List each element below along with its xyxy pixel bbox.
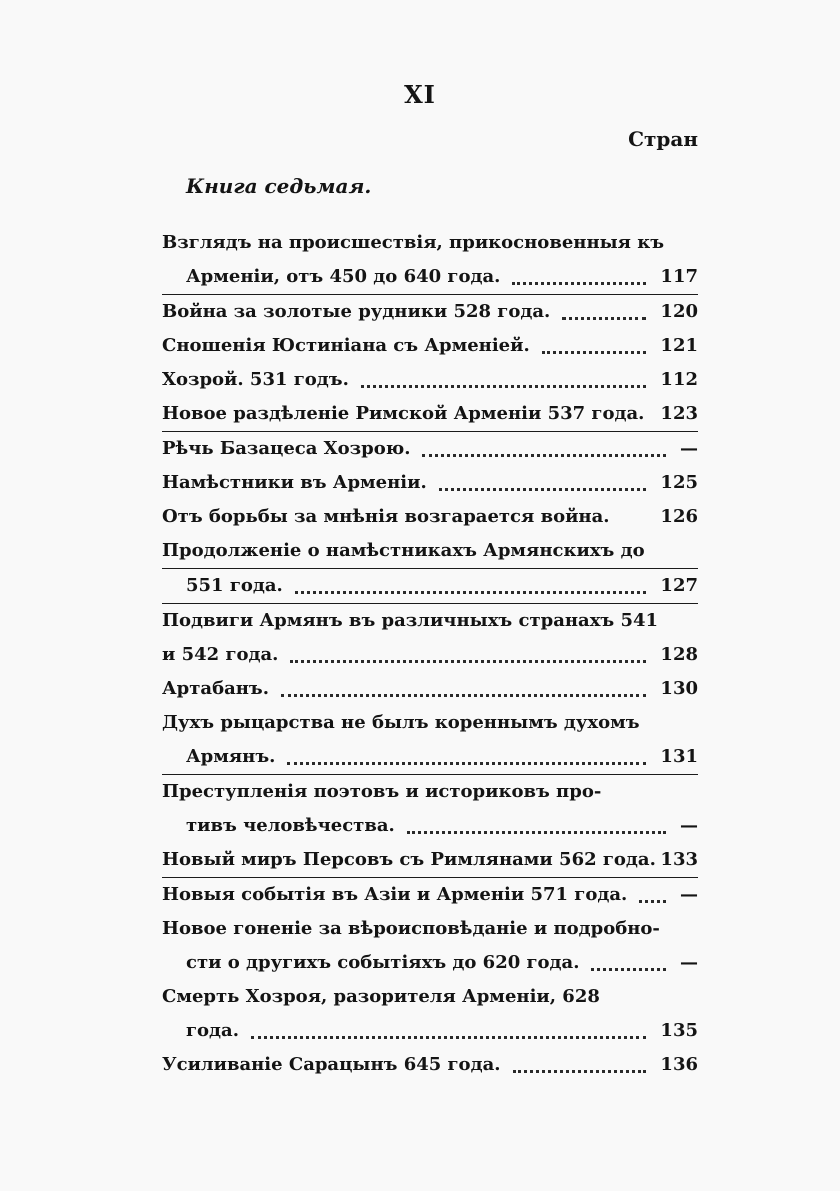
toc-page-number: 127 (660, 575, 698, 596)
toc-line (162, 363, 698, 397)
toc-line-text: тивъ человѣчества. (186, 815, 395, 836)
toc-line (162, 534, 698, 569)
toc-line (162, 295, 698, 329)
toc-line (162, 500, 698, 534)
book-title: Книга седьмая. (186, 174, 372, 198)
toc-page-number: 126 (660, 506, 698, 527)
toc-line (162, 466, 698, 500)
toc-page-number: 120 (660, 301, 698, 322)
toc-page-number: 125 (660, 472, 698, 493)
dot-leader (439, 488, 646, 491)
toc-line-text: 551 года. (186, 575, 283, 596)
dot-leader (295, 591, 646, 594)
toc-page-number: 117 (660, 266, 698, 287)
toc-line (162, 878, 698, 912)
toc-page-number: 130 (660, 678, 698, 699)
toc-line-text: Духъ рыцарства не былъ кореннымъ духомъ (162, 712, 640, 733)
toc-line-text: Усиливаніе Сарацынъ 645 года. (162, 1054, 501, 1075)
toc-line-text: Отъ борьбы за мнѣнія возгарается война. (162, 506, 610, 527)
toc-page-number: 136 (660, 1054, 698, 1075)
toc-line-text: Хозрой. 531 годъ. (162, 369, 349, 390)
dot-leader (287, 762, 646, 765)
toc-line-text: Армянъ. (186, 746, 276, 767)
toc-line (162, 329, 698, 363)
toc-line-text: Сношенія Юстиніана съ Арменіей. (162, 335, 530, 356)
toc-page-number: — (680, 952, 698, 973)
toc-line-text: Преступленія поэтовъ и историковъ про- (162, 781, 602, 802)
toc-page-number: — (680, 884, 698, 905)
toc-line-text: Арменіи, отъ 450 до 640 года. (186, 266, 501, 287)
toc-line-text: Подвиги Армянъ въ различныхъ странахъ 541 (162, 610, 659, 631)
dot-leader (281, 694, 646, 697)
toc-line-text: Взглядъ на происшествія, прикосновенныя къ (162, 232, 665, 253)
toc-line-text: Война за золотые рудники 528 года. (162, 301, 551, 322)
toc-line (162, 946, 698, 980)
toc-page-number: 112 (660, 369, 698, 390)
dot-leader (512, 282, 646, 285)
toc-line (162, 809, 698, 843)
table-of-contents (162, 226, 698, 1082)
toc-line-text: Новыя событія въ Азіи и Арменіи 571 года. (162, 884, 628, 905)
toc-line-text: Рѣчь Базацеса Хозрою. (162, 438, 411, 459)
toc-line-text: года. (186, 1020, 239, 1041)
toc-line (162, 672, 698, 706)
toc-line-text: Новое гоненіе за вѣроисповѣданіе и подробно- (162, 918, 660, 939)
toc-line-text: Намѣстники въ Арменіи. (162, 472, 427, 493)
toc-page-number: 131 (660, 746, 698, 767)
dot-leader (251, 1036, 646, 1039)
toc-line-text: и 542 года. (162, 644, 279, 665)
toc-page-number: 128 (660, 644, 698, 665)
dot-leader (422, 454, 666, 457)
dot-leader (513, 1070, 646, 1073)
toc-line (162, 843, 698, 878)
toc-page-number: — (680, 815, 698, 836)
toc-line (162, 638, 698, 672)
dot-leader (562, 317, 646, 320)
toc-line-text: Новое раздѣленіе Римской Арменіи 537 года. (162, 403, 645, 424)
toc-line-text: Артабанъ. (162, 678, 269, 699)
toc-line (162, 260, 698, 295)
page-number: XI (404, 80, 436, 109)
dot-leader (290, 660, 646, 663)
page-column-header: Стран (628, 127, 698, 151)
toc-line (162, 980, 698, 1014)
dot-leader (542, 351, 646, 354)
dot-leader (407, 831, 666, 834)
toc-line (162, 226, 698, 260)
toc-line-text: Смерть Хозроя, разорителя Арменіи, 628 (162, 986, 600, 1007)
toc-line (162, 912, 698, 946)
toc-line (162, 397, 698, 432)
dot-leader (639, 900, 666, 903)
toc-line (162, 1048, 698, 1082)
toc-line-text: сти о другихъ событіяхъ до 620 года. (186, 952, 580, 973)
dot-leader (591, 968, 666, 971)
toc-page-number: 133 (660, 849, 698, 870)
toc-line-text: Продолженіе о намѣстникахъ Армянскихъ до (162, 540, 645, 561)
toc-line (162, 569, 698, 604)
dot-leader (361, 385, 646, 388)
toc-line (162, 1014, 698, 1048)
toc-page-number: 121 (660, 335, 698, 356)
toc-line (162, 604, 698, 638)
toc-line (162, 740, 698, 775)
toc-line (162, 706, 698, 740)
toc-page-number: 123 (660, 403, 698, 424)
toc-line (162, 775, 698, 809)
toc-page-number: — (680, 438, 698, 459)
toc-page-number: 135 (660, 1020, 698, 1041)
toc-line (162, 432, 698, 466)
toc-line-text: Новый миръ Персовъ съ Римлянами 562 года. (162, 849, 656, 870)
